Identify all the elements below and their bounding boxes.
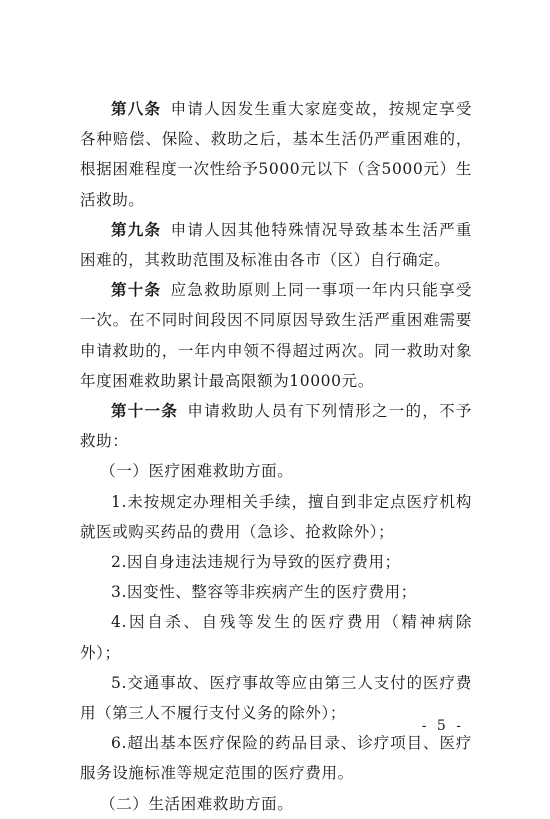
article-10-text: 应急救助原则上同一事项一年内只能享受一次。在不同时间段因不同原因导致生活严重困难需要申请救助的，一年内申领不得超过两次。同一救助对象年度困难救助累计最高限额为10000元。 xyxy=(80,281,472,390)
document-body xyxy=(80,94,472,819)
article-11 xyxy=(80,396,472,456)
article-9 xyxy=(80,215,472,275)
section-1-title: （一）医疗困难救助方面。 xyxy=(100,462,294,481)
section-1-item-3: 3.因变性、整容等非疾病产生的医疗费用； xyxy=(111,583,417,602)
article-9-text: 申请人因其他特殊情况导致基本生活严重困难的，其救助范围及标准由各市（区）自行确定。 xyxy=(80,220,472,270)
article-11-heading: 第十一条 xyxy=(111,402,179,421)
section-1-item-6: 6.超出基本医疗保险的药品目录、诊疗项目、医疗服务设施标准等规定范围的医疗费用。 xyxy=(80,734,472,783)
page-number: - 5 - xyxy=(421,718,464,734)
section-1-item-4: 4.因自杀、自残等发生的医疗费用（精神病除外）； xyxy=(80,613,472,662)
article-8-heading: 第八条 xyxy=(111,100,162,118)
article-9-heading: 第九条 xyxy=(111,220,162,239)
article-11-text: 申请救助人员有下列情形之一的，不予救助： xyxy=(80,402,472,451)
article-8-text: 申请人因发生重大家庭变故，按规定享受各种赔偿、保险、救助之后，基本生活仍严重困难的，根据困难程度一次性给予5000元以下（含5000元）生活救助。 xyxy=(80,100,472,209)
section-2-title: （二）生活困难救助方面。 xyxy=(100,794,294,813)
article-10-heading: 第十条 xyxy=(111,281,162,300)
section-1-item-5: 5.交通事故、医疗事故等应由第三人支付的医疗费用（第三人不履行支付义务的除外）； xyxy=(80,673,472,723)
article-10 xyxy=(80,275,472,396)
article-8 xyxy=(80,94,472,215)
section-1-item-2: 2.因自身违法违规行为导致的医疗费用； xyxy=(111,553,401,572)
section-1-item-1: 1.未按规定办理相关手续，擅自到非定点医疗机构就医或购买药品的费用（急诊、抢救除外）； xyxy=(80,492,472,541)
